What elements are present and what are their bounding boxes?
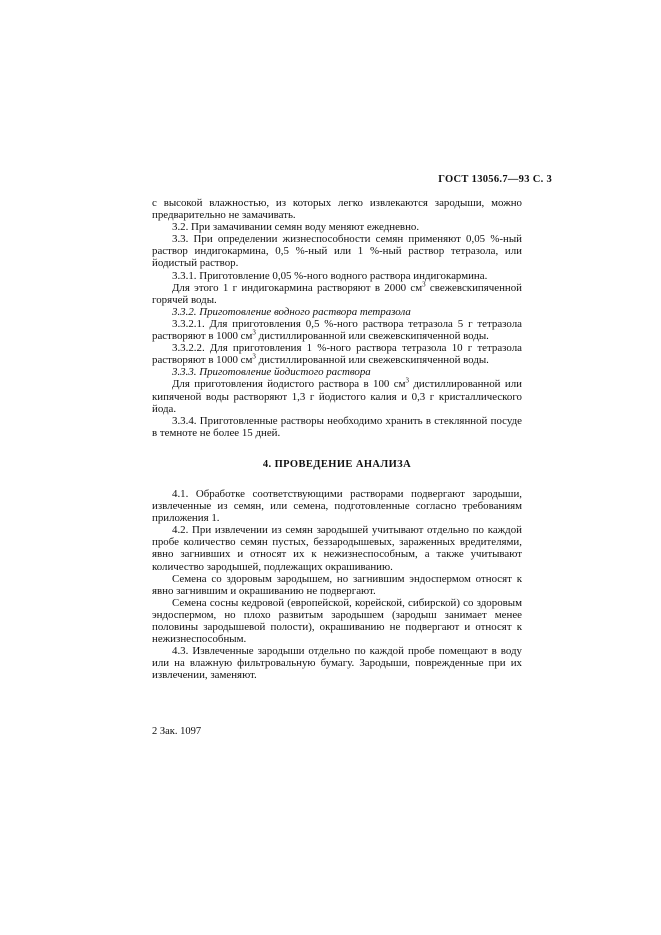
superscript: 3 — [405, 376, 409, 385]
footer-note: 2 Зак. 1097 — [152, 726, 202, 737]
paragraph-indigocarmine-prep — [152, 282, 522, 306]
paragraph-4-2: 4.2. При извлечении из семян зародышей учитывают отдельно по каждой пробе количество семян пустых, беззародышевых, зараженных вредителями, явно загнивших и относят их к нежизнеспособным, а также учитывают количество зародышей, подлежащих окрашиванию. — [152, 524, 522, 573]
paragraph-3-3-2-2 — [152, 342, 522, 366]
paragraph-3-3-2-1 — [152, 318, 522, 342]
text-part: дистиллированной или кипяченой воды растворяют 1,3 г йодистого калия и 0,3 г кристаллического йода. — [152, 378, 522, 415]
text-part: дистиллированной или свежевскипяченной воды. — [255, 330, 489, 343]
text-part: 3.3.2.2. Для приготовления 1 %-ного раствора тетразола 10 г тетразола растворяют в 1000 см — [152, 342, 522, 367]
superscript: 3 — [252, 352, 256, 361]
paragraph-4-3: 4.3. Извлеченные зародыши отдельно по каждой пробе помещают в воду или на влажную фильтровальную бумагу. Зародыши, поврежденные при их извлечении, заменяют. — [152, 645, 522, 682]
italic-heading: 3.3.3. Приготовление йодистого раствора — [172, 366, 371, 379]
running-header: ГОСТ 13056.7—93 С. 3 — [438, 174, 552, 185]
paragraph-3-3-3-heading — [152, 366, 522, 378]
superscript: 3 — [422, 280, 426, 289]
section-title: 4. ПРОВЕДЕНИЕ АНАЛИЗА — [262, 458, 412, 470]
italic-heading: 3.3.2. Приготовление водного раствора тетразола — [172, 305, 411, 318]
superscript: 3 — [252, 328, 256, 337]
text-part: 3.3.2.1. Для приготовления 0,5 %-ного раствора тетразола 5 г тетразола растворяют в 1000 см — [152, 317, 522, 343]
document-body — [152, 197, 522, 681]
paragraph-4-1: 4.1. Обработке соответствующими растворами подвергают зародыши, извлеченные из семян, или семена, подготовленные согласно требованиям приложения 1. — [152, 487, 522, 525]
paragraph-cedar-pine: Семена сосны кедровой (европейской, корейской, сибирской) со здоровым эндоспермом, но плохо развитым зародышем (зародыш занимает менее половины зародышевой полости), окрашиванию не подвергают и относят к нежизнеспособным. — [152, 596, 522, 646]
paragraph-3-3: 3.3. При определении жизнеспособности семян применяют 0,05 %-ный раствор индигокармина, 0,5 %-ный или 1 %-ный раствор тетразола, или йодистый раствор. — [152, 233, 522, 270]
paragraph-3-3-1: 3.3.1. Приготовление 0,05 %-ного водного раствора индигокармина. — [172, 269, 488, 282]
paragraph-iodine-prep — [152, 378, 522, 414]
text-part: Для приготовления йодистого раствора в 100 см — [172, 378, 406, 391]
paragraph-rotten-endosperm: Семена со здоровым зародышем, но загнившим эндоспермом относят к явно загнившим и окрашиванию не подвергают. — [152, 572, 522, 597]
paragraph-continuation: с высокой влажностью, из которых легко извлекаются зародыши, можно предварительно не замачивать. — [152, 197, 522, 222]
paragraph-3-2: 3.2. При замачивании семян воду меняют ежедневно. — [172, 221, 420, 234]
text-part: Для этого 1 г индигокармина растворяют в 2000 см — [172, 281, 423, 294]
text-part: дистиллированной или свежевскипяченной воды. — [255, 354, 489, 367]
paragraph-3-3-4: 3.3.4. Приготовленные растворы необходимо хранить в стеклянной посуде в темноте не более 15 дней. — [152, 414, 522, 439]
text-part: свежевскипяченной горячей воды. — [152, 281, 522, 306]
paragraph-3-3-2-heading — [152, 306, 522, 318]
